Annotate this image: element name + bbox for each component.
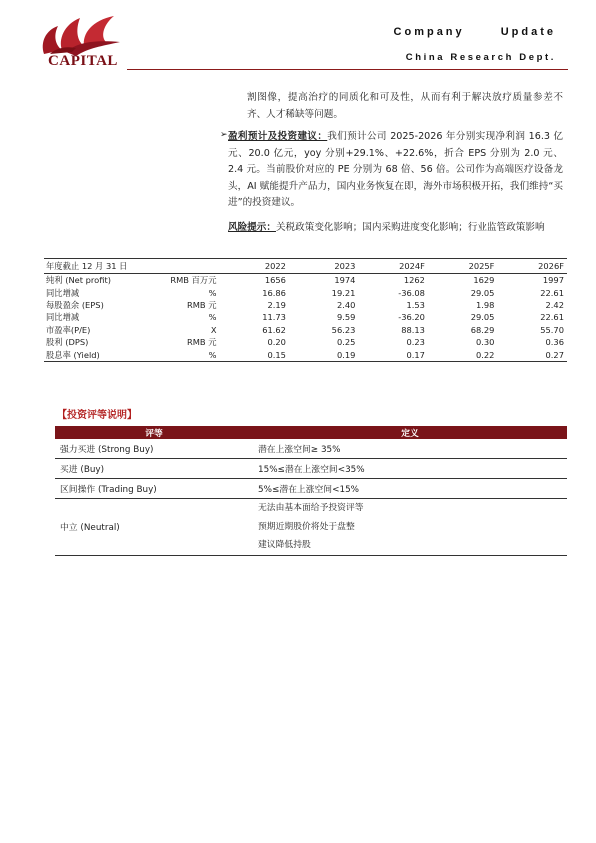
table-cell: RMB 元 <box>186 337 217 348</box>
table-row <box>55 499 567 556</box>
table-cell: 22.61 <box>540 312 564 323</box>
table-header-cell: 2024F <box>358 259 428 274</box>
rating-definition-line: 无法由基本面给予投资评等 <box>258 503 364 513</box>
table-header-cell: 2025F <box>428 259 498 274</box>
table-header-cell: 2022 <box>220 259 289 274</box>
rating-section-title: 【投资评等说明】 <box>57 410 137 421</box>
table-cell: 市盈率(P/E) <box>46 324 91 335</box>
rating-definition <box>253 499 567 556</box>
definition-column-header: 定义 <box>253 426 567 439</box>
department-subtitle: China Research Dept. <box>405 52 556 63</box>
rating-name: 买进 (Buy) <box>55 459 253 479</box>
table-cell: 16.86 <box>262 287 286 298</box>
table-cell: 11.73 <box>262 312 286 323</box>
risk-text: 关税政策变化影响；国内采购进度变化影响；行业监管政策影响 <box>275 222 545 233</box>
table-cell: 同比增减 <box>46 312 80 323</box>
table-header-row <box>55 426 567 439</box>
body-paragraph: 割图像，提高治疗的同质化和可及性，从而有利于解决放疗质量参差不齐、人才稀缺等问题。 <box>247 92 563 120</box>
rating-column-header: 评等 <box>55 426 253 439</box>
logo-wordmark: CAPITAL <box>48 53 118 69</box>
rating-definition-line: 预期近期股价将处于盘整 <box>258 521 355 532</box>
table-row <box>44 336 567 348</box>
financial-summary-table <box>44 258 567 362</box>
table-row <box>55 459 567 479</box>
table-cell: 61.62 <box>262 324 286 335</box>
table-cell: 29.05 <box>470 312 495 323</box>
table-cell: 2.19 <box>267 299 286 310</box>
table-cell: RMB 元 <box>186 299 217 310</box>
table-cell: 纯利 (Net profit) <box>46 275 111 286</box>
table-cell: 22.61 <box>540 287 564 298</box>
table-cell: % <box>157 348 220 361</box>
table-cell: 1997 <box>542 275 564 286</box>
rating-definition: 15%≤潜在上涨空间<35% <box>253 459 567 479</box>
table-header-cell <box>157 259 220 274</box>
table-cell: 29.05 <box>470 287 495 298</box>
table-cell: 9.59 <box>336 312 356 323</box>
table-header-cell: 2023 <box>289 259 358 274</box>
table-cell: -36.20 <box>398 312 425 323</box>
table-cell: 0.36 <box>545 337 564 348</box>
table-cell: 68.29 <box>470 324 495 335</box>
rating-name: 中立 (Neutral) <box>55 499 253 556</box>
rating-definition-table <box>55 426 567 556</box>
table-cell: 55.70 <box>540 324 564 335</box>
table-cell: 1.53 <box>406 299 425 310</box>
table-row <box>44 311 567 323</box>
table-cell: 2.40 <box>336 299 356 310</box>
table-header-row <box>44 259 567 274</box>
table-header-cell: 2026F <box>497 259 567 274</box>
report-type-title: Company Update <box>393 26 556 38</box>
table-cell: 1974 <box>334 275 356 286</box>
table-row <box>44 348 567 361</box>
table-cell: 同比增减 <box>46 287 80 298</box>
table-cell: 0.15 <box>220 348 289 361</box>
rating-definition: 潜在上涨空间≥ 35% <box>253 439 567 459</box>
table-cell: 1262 <box>403 275 425 286</box>
table-cell: 每股盈余 (EPS) <box>46 299 104 310</box>
table-cell: 0.17 <box>358 348 428 361</box>
header-divider <box>127 69 568 70</box>
table-row <box>55 479 567 499</box>
profit-forecast-heading: 盈利预计及投资建议： <box>228 131 328 142</box>
rating-name: 强力买进 (Strong Buy) <box>55 439 253 459</box>
table-header-cell: 年度截止 12 月 31 日 <box>44 259 157 274</box>
table-cell: 56.23 <box>331 324 356 335</box>
table-cell: RMB 百万元 <box>170 275 217 286</box>
table-cell: 1.98 <box>475 299 495 310</box>
table-cell: 88.13 <box>401 324 425 335</box>
table-cell: 0.30 <box>475 337 495 348</box>
table-row <box>44 274 567 287</box>
table-row <box>44 286 567 298</box>
table-cell: 0.27 <box>497 348 567 361</box>
table-cell: 19.21 <box>331 287 356 298</box>
arrow-bullet-icon: ➢ <box>220 130 228 140</box>
profit-forecast-paragraph <box>228 129 563 212</box>
table-cell: 股利 (DPS) <box>46 337 89 348</box>
risk-paragraph <box>228 220 563 237</box>
table-cell: 0.25 <box>336 337 356 348</box>
table-cell: X <box>210 324 217 335</box>
table-cell: 1629 <box>473 275 495 286</box>
table-row <box>44 324 567 336</box>
table-cell: 1656 <box>264 275 286 286</box>
table-cell: 2.42 <box>545 299 564 310</box>
table-cell: 0.22 <box>428 348 498 361</box>
table-row <box>44 299 567 311</box>
rating-definition: 5%≤潜在上涨空间<15% <box>253 479 567 499</box>
profit-forecast-text: 我们预计公司 2025-2026 年分别实现净利润 16.3 亿元、20.0 亿元，yoy 分别+29.1%、+22.6%，折合 EPS 分别为 2.0 元、2.4 元。当前股价对应的 PE 分别为 68 倍、56 倍。公司作为高端医疗设备龙头，AI 赋能提升产品力，国内业务恢复在即，海外市场积极开拓，我们维持“买进”的投资建议。 <box>228 131 563 209</box>
risk-heading: 风险提示： <box>228 222 276 233</box>
table-cell: 0.23 <box>406 337 425 348</box>
table-cell: % <box>208 287 217 298</box>
table-cell: 0.19 <box>289 348 358 361</box>
table-row <box>55 439 567 459</box>
table-cell: -36.08 <box>398 287 425 298</box>
table-cell: 0.20 <box>267 337 286 348</box>
table-cell: 股息率 (Yield) <box>44 348 157 361</box>
rating-definition-line: 建议降低持股 <box>258 540 311 550</box>
table-cell: % <box>208 312 217 323</box>
rating-name: 区间操作 (Trading Buy) <box>55 479 253 499</box>
